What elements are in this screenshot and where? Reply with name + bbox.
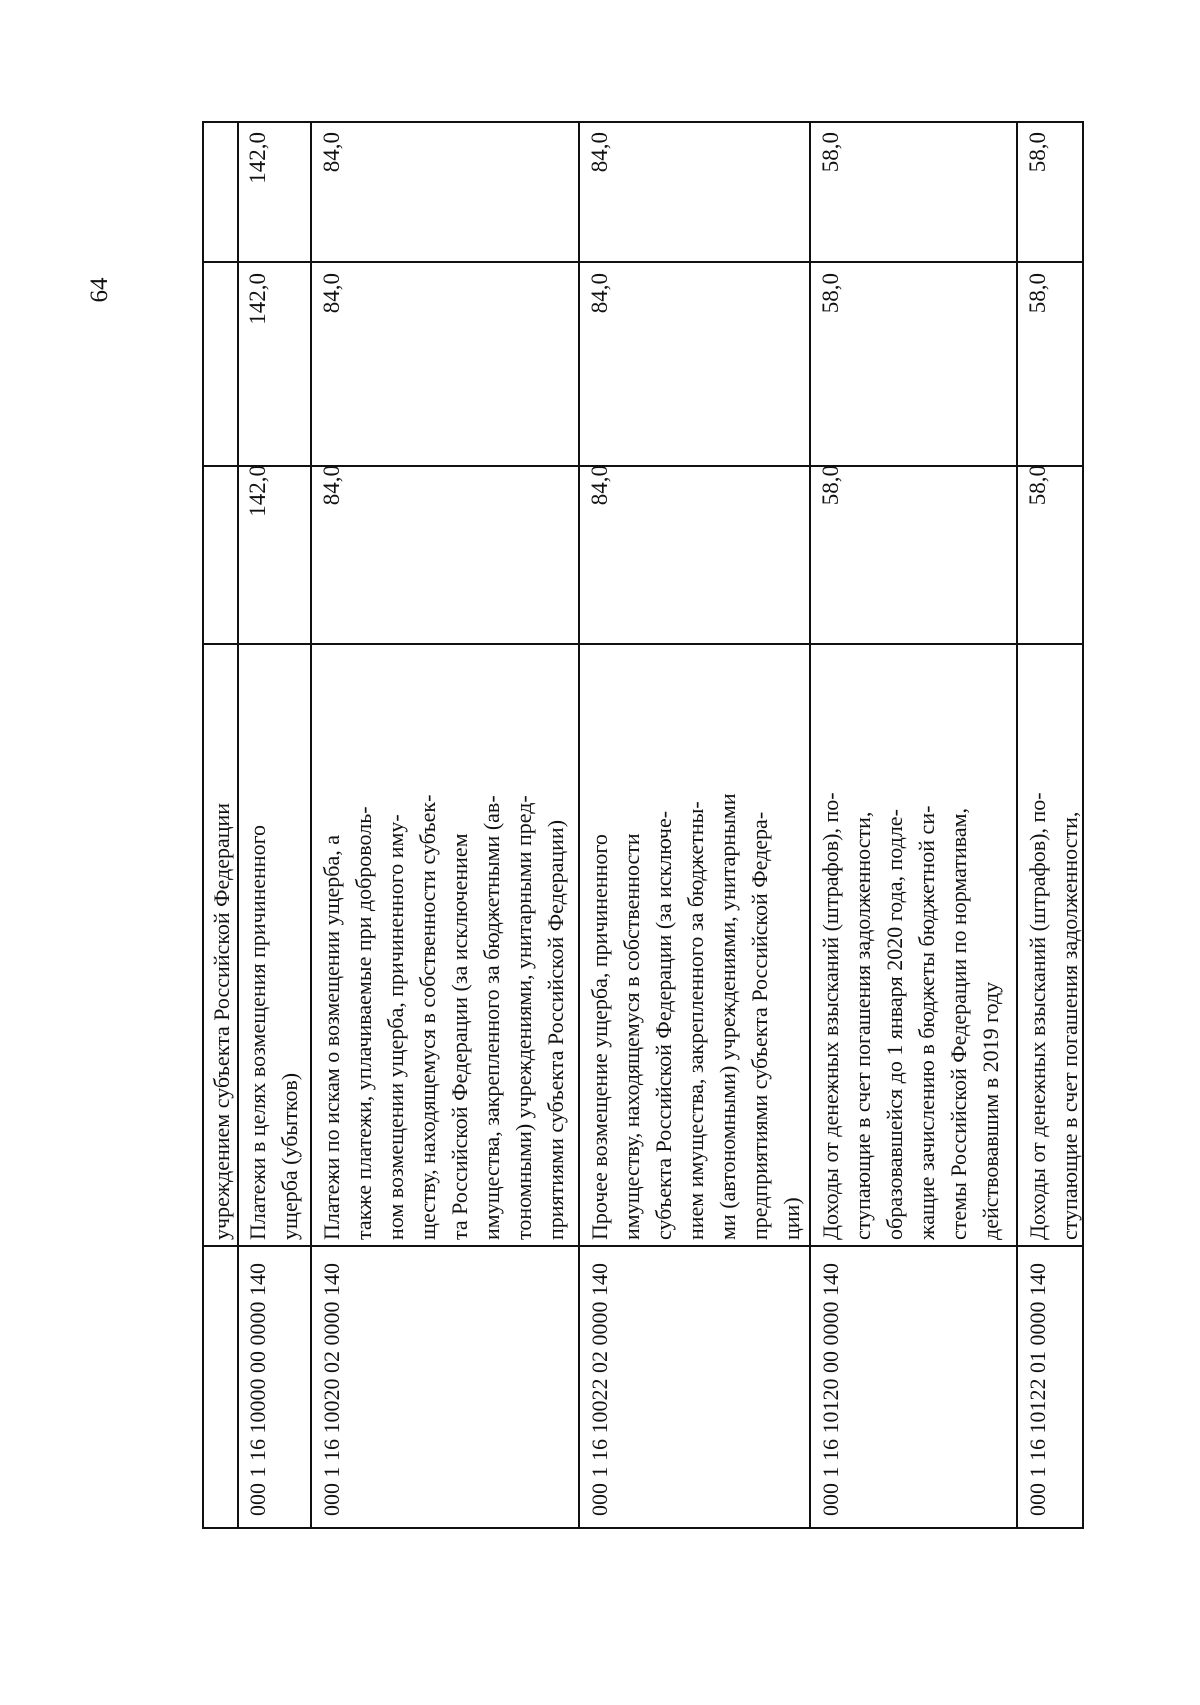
- column-divider-3: [202, 643, 1084, 645]
- row-2-code: 000 1 16 10020 02 0000 140: [319, 1263, 344, 1516]
- row-4-value1: 58,0: [818, 465, 843, 506]
- row-3-description-line-1: Прочее возмещение ущерба, причиненного: [587, 834, 612, 1240]
- row-2-value3: 84,0: [319, 132, 344, 173]
- row-3-description-line-6: предприятиями субъекта Российской Федера-: [747, 811, 772, 1240]
- row-5-value3: 58,0: [1025, 132, 1050, 173]
- row-5-value1: 58,0: [1025, 465, 1050, 506]
- row-1-value2: 142,0: [245, 273, 270, 325]
- row-4-code: 000 1 16 10120 00 0000 140: [818, 1263, 843, 1516]
- row-2-description-line-5: та Российской Федерации (за исключением: [447, 833, 472, 1240]
- row-3-value1: 84,0: [587, 465, 612, 506]
- column-divider-4: [202, 1245, 1084, 1247]
- row-4-description-line-4: жащие зачислению в бюджеты бюджетной си-: [914, 805, 939, 1240]
- row-divider-2: [310, 121, 312, 1529]
- column-divider-1: [202, 261, 1084, 263]
- row-divider-5: [1016, 121, 1018, 1529]
- row-3-value2: 84,0: [587, 273, 612, 314]
- row-4-value3: 58,0: [818, 132, 843, 173]
- row-5-description-line-1: Доходы от денежных взысканий (штрафов), по-: [1025, 792, 1050, 1240]
- row-1-code: 000 1 16 10000 00 0000 140: [245, 1263, 270, 1516]
- row-4-description-line-5: стемы Российской Федерации по нормативам,: [946, 807, 971, 1240]
- row-4-value2: 58,0: [818, 273, 843, 314]
- row-1-description-line-2: ущерба (убытков): [277, 1072, 302, 1240]
- row-2-description-line-2: также платежи, уплачиваемые при доброволь-: [351, 806, 376, 1240]
- row-2-value1: 84,0: [319, 465, 344, 506]
- table-top-border: [202, 121, 1084, 123]
- table-bottom-border: [202, 1527, 1084, 1529]
- row-2-description-line-8: приятиями субъекта Российской Федерации): [543, 819, 568, 1240]
- row-0-description: учреждением субъекта Российской Федерации: [209, 802, 234, 1240]
- row-3-value3: 84,0: [587, 132, 612, 173]
- table-left-border: [202, 121, 204, 1529]
- row-divider-3: [578, 121, 580, 1529]
- row-1-value3: 142,0: [245, 132, 270, 184]
- row-3-description-line-5: ми (автономными) учреждениями, унитарными: [715, 793, 740, 1240]
- row-divider-1: [237, 121, 239, 1529]
- row-5-description-line-2: ступающие в счет погашения задолженности,: [1057, 811, 1082, 1240]
- row-5-value2: 58,0: [1025, 273, 1050, 314]
- page-number: 64: [86, 277, 113, 303]
- row-3-description-line-4: нием имущества, закрепленного за бюджетны-: [683, 801, 708, 1240]
- row-2-description-line-7: тономными) учреждениями, унитарными пред-: [511, 795, 536, 1240]
- row-5-code: 000 1 16 10122 01 0000 140: [1025, 1263, 1050, 1516]
- row-4-description-line-1: Доходы от денежных взысканий (штрафов), по-: [818, 792, 843, 1240]
- row-1-value1: 142,0: [245, 465, 270, 517]
- row-3-description-line-7: ции): [779, 1197, 804, 1240]
- row-2-value2: 84,0: [319, 273, 344, 314]
- row-1-description-line-1: Платежи в целях возмещения причиненного: [245, 824, 270, 1240]
- row-4-description-line-3: образовавшейся до 1 января 2020 года, подле-: [882, 809, 907, 1240]
- row-4-description-line-6: действовавшим в 2019 году: [978, 981, 1003, 1240]
- table-right-border: [1082, 121, 1084, 1529]
- row-3-description-line-2: имуществу, находящемуся в собственности: [619, 833, 644, 1240]
- row-2-description-line-3: ном возмещении ущерба, причиненного иму-: [383, 814, 408, 1240]
- row-2-description-line-4: ществу, находящемуся в собственности субъек-: [415, 794, 440, 1240]
- row-4-description-line-2: ступающие в счет погашения задолженности,: [850, 811, 875, 1240]
- row-2-description-line-1: Платежи по искам о возмещении ущерба, а: [319, 834, 344, 1240]
- row-divider-4: [809, 121, 811, 1529]
- row-3-description-line-3: субъекта Российской Федерации (за исключе-: [651, 810, 676, 1240]
- row-3-code: 000 1 16 10022 02 0000 140: [587, 1263, 612, 1516]
- row-2-description-line-6: имущества, закрепленного за бюджетными (ав-: [479, 795, 504, 1240]
